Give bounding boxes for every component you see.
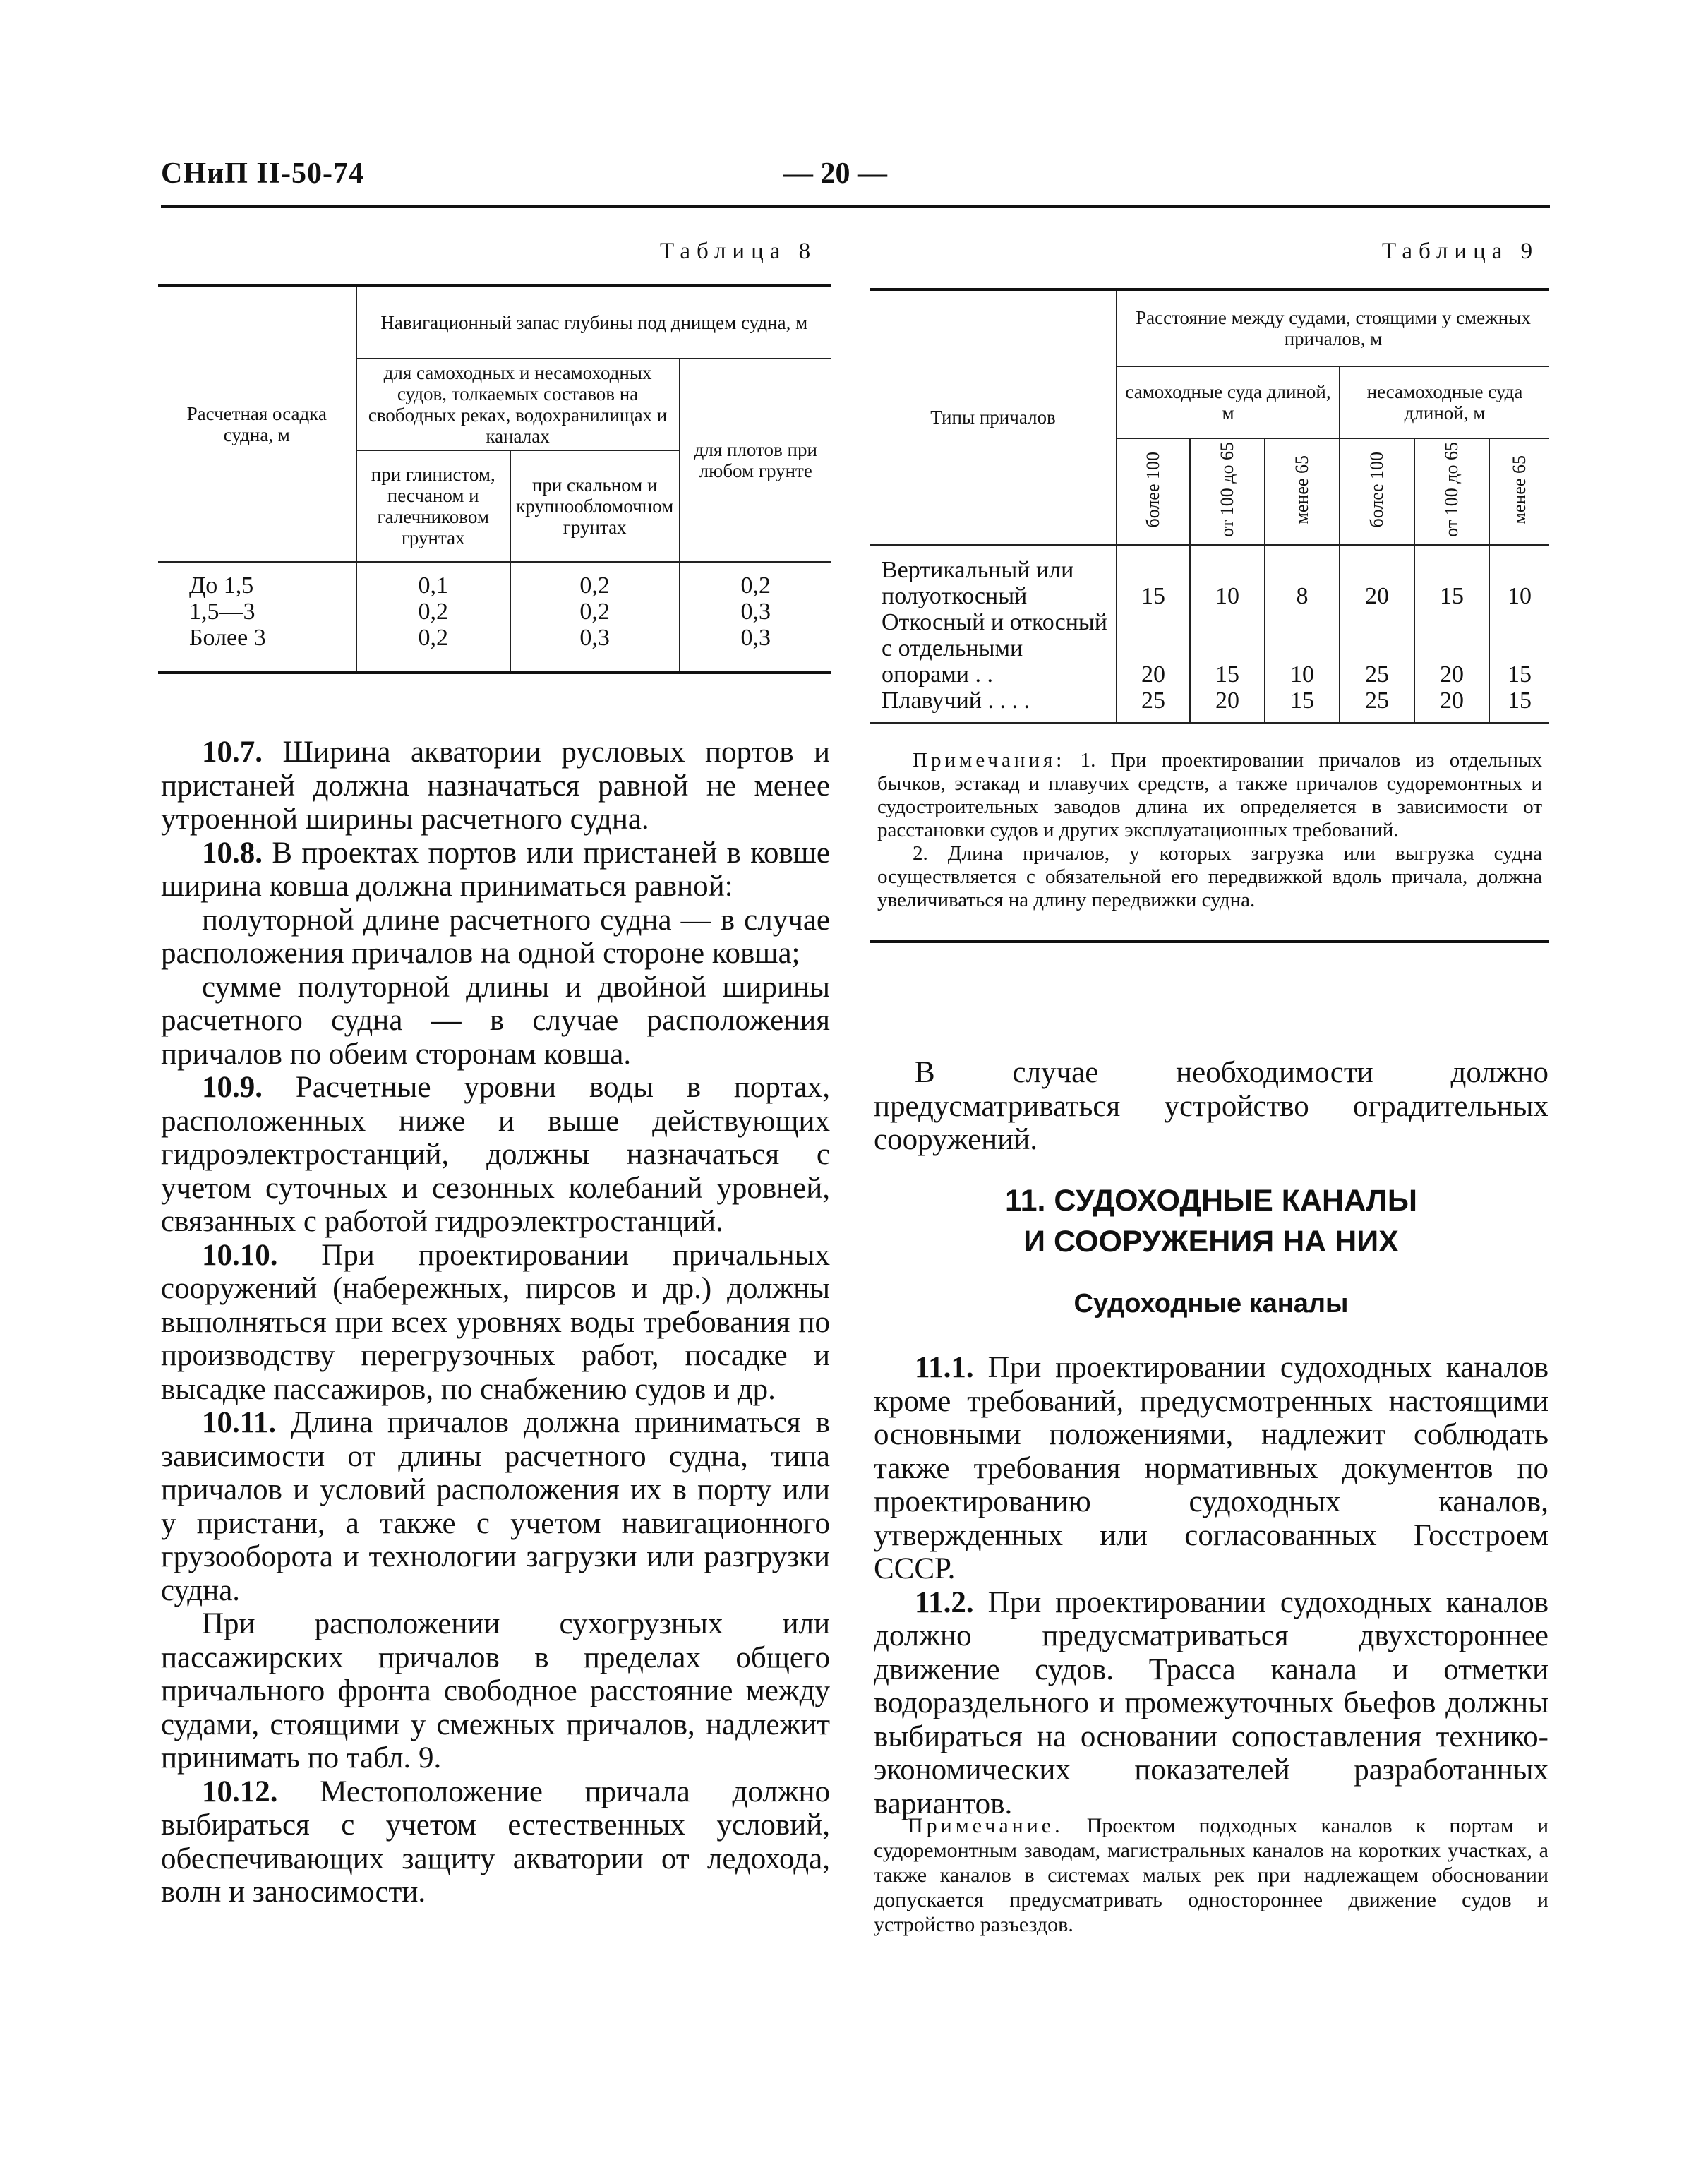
- section-title: 11. СУДОХОДНЫЕ КАНАЛЫ И СООРУЖЕНИЯ НА НИХ: [1005, 1184, 1417, 1259]
- table8-header-clay: при глинистом, песчаном и галечниковом грунтах: [356, 450, 510, 562]
- para-10-8-item-1: полуторной длине расчетного судна — в случае расположения причалов на одной стороне ковша;: [161, 903, 830, 970]
- subsection-title: Судоходные каналы: [1073, 1289, 1349, 1319]
- table9-cell-r3c1: 25: [1117, 688, 1190, 723]
- para-11-2: 11.2. При проектировании судоходных каналов должно предусматриваться двухстороннее движение судов. Трасса канала и отметки водораздельного и промежуточных бьефов должны выбираться на основании сопоставления технико-экономических показателей разработанных вариантов.: [874, 1585, 1548, 1820]
- table8-header-rafts: для плотов при любом грунте: [680, 359, 831, 562]
- para-10-12: 10.12. Местоположение причала должно выбираться с учетом естественных условий, обеспечивающих защиту акватории от ледохода, волн и заносимости.: [161, 1775, 831, 1909]
- table9-header-row-label: Типы причалов: [870, 289, 1117, 545]
- table8-row-labels: До 1,5 1,5—3 Более 3: [158, 562, 356, 673]
- para-11-1: 11.1. При проектировании судоходных каналов кроме требований, предусмотренных настоящими основными положениями, надлежит соблюдать также требования нормативных документов по проектированию судоходных каналов, утвержденных или согласованных Госстроем СССР.: [874, 1351, 1548, 1585]
- table9-cell-r1c3: 8: [1265, 545, 1340, 609]
- table9-cell-r3c3: 15: [1265, 688, 1340, 723]
- table8: [158, 284, 831, 674]
- header-rule: [161, 205, 1550, 208]
- table9-cell-r3c5: 20: [1414, 688, 1489, 723]
- bottom-note-text: Проектом подходных каналов к портам и судоремонтным заводам, магистральных каналов на коротких участках, а также каналов в системах малых рек при надлежащем обосновании допускается предусматривать одностороннее движение судов и устройство разъездов.: [874, 1814, 1548, 1936]
- table8-col-clay: 0,1 0,2 0,2: [356, 562, 510, 673]
- left-column: [161, 736, 830, 1909]
- table8-col-rafts: 0,2 0,3 0,3: [680, 562, 831, 673]
- table9-cell-r2c5: 20: [1414, 609, 1489, 688]
- right-column: [874, 1056, 1548, 1157]
- table8-caption: Таблица 8: [660, 239, 817, 264]
- table9-row-label-1: Вертикальный или полуоткосный: [870, 545, 1117, 609]
- table8-header-row-label: Расчетная осадка судна, м: [158, 286, 356, 562]
- para-10-10: 10.10. При проектировании причальных сооружений (набережных, пирсов и др.) должны выполняться при всех уровнях воды требования по производству перегрузочных работ, посадке и высадке пассажиров, по снабжению судов и др.: [161, 1238, 830, 1406]
- table8-col-rock: 0,2 0,2 0,3: [510, 562, 680, 673]
- table9-note-1: 1. При проектировании причалов из отдельных бычков, эстакад и плавучих средств, а также причалов судоремонтных и судостроительных заводов длина их определяется в зависимости от расстановки судов и других эксплуатационных требований.: [877, 748, 1542, 841]
- table8-header-main: Навигационный запас глубины под днищем судна, м: [356, 286, 831, 359]
- table9-row-label-2: Откосный и откосный с отдельными опорами . .: [870, 609, 1117, 688]
- table9-cell-r1c1: 15: [1117, 545, 1190, 609]
- table9-header-nonself: несамоходные суда длиной, м: [1340, 366, 1549, 438]
- table9-cell-r3c2: 20: [1190, 688, 1265, 723]
- table9-cell-r2c1: 20: [1117, 609, 1190, 688]
- table9-row-label-3: Плавучий . . . .: [870, 688, 1117, 723]
- table9-cell-r1c4: 20: [1340, 545, 1414, 609]
- para-10-11-cont: При расположении сухогрузных или пассажирских причалов в пределах общего причального фронта свободное расстояние между судами, стоящими у смежных причалов, надлежит принимать по табл. 9.: [161, 1607, 830, 1775]
- table9-subheader-1: более 100: [1117, 438, 1190, 545]
- table9: [870, 288, 1549, 943]
- para-after-table9: В случае необходимости должно предусматриваться устройство оградительных сооружений.: [874, 1056, 1548, 1156]
- table8-header-rock: при скальном и крупнообломочном грунтах: [510, 450, 680, 562]
- table9-cell-r2c6: 15: [1489, 609, 1549, 688]
- table9-cell-r1c6: 10: [1489, 545, 1549, 609]
- table9-header-self: самоходные суда длиной, м: [1117, 366, 1340, 438]
- table9-cell-r3c6: 15: [1489, 688, 1549, 723]
- para-10-9: 10.9. Расчетные уровни воды в портах, расположенных ниже и выше действующих гидроэлектростанций, должны назначаться с учетом суточных и сезонных колебаний уровней, связанных с работой гидроэлектростанций.: [161, 1071, 831, 1238]
- bottom-note: [874, 1813, 1548, 1937]
- bottom-note-label: Примечание.: [908, 1814, 1064, 1837]
- table9-cell-r3c4: 25: [1340, 688, 1414, 723]
- table9-notes: [870, 723, 1549, 942]
- table9-cell-r2c2: 15: [1190, 609, 1265, 688]
- para-10-11: 10.11. Длина причалов должна приниматься в зависимости от длины расчетного судна, типа причалов и условий расположения их в порту или у пристани, а также с учетом навигационного грузооборота и технологии загрузки или разгрузки судна.: [161, 1406, 830, 1607]
- table8-header-group: для самоходных и несамоходных судов, толкаемых составов на свободных реках, водохранилищах и каналах: [356, 359, 680, 450]
- table9-subheader-5: от 100 до 65: [1414, 438, 1489, 545]
- table9-cell-r2c4: 25: [1340, 609, 1414, 688]
- document-code: СНиП II-50-74: [161, 157, 365, 190]
- table9-cell-r1c2: 10: [1190, 545, 1265, 609]
- right-column-sections: [874, 1351, 1548, 1820]
- page-number: — 20 —: [783, 157, 887, 190]
- table9-subheader-2: от 100 до 65: [1190, 438, 1265, 545]
- table9-header-main: Расстояние между судами, стоящими у смежных причалов, м: [1117, 289, 1549, 366]
- table9-subheader-6: менее 65: [1489, 438, 1549, 545]
- table9-notes-label: Примечания:: [913, 748, 1066, 772]
- para-10-8: 10.8. В проектах портов или пристаней в ковше ширина ковша должна приниматься равной:: [161, 836, 830, 903]
- table9-cell-r1c5: 15: [1414, 545, 1489, 609]
- table9-caption: Таблица 9: [1382, 239, 1539, 264]
- para-10-8-item-2: сумме полуторной длины и двойной ширины расчетного судна — в случае расположения причалов по обеим сторонам ковша.: [161, 970, 830, 1071]
- table9-note-2: 2. Длина причалов, у которых загрузка или выгрузка судна осуществляется с обязательной его передвижкой вдоль причала, должна увеличиваться на длину передвижки судна.: [877, 841, 1542, 911]
- para-10-7: 10.7. Ширина акватории русловых портов и пристаней должна назначаться равной не менее утроенной ширины расчетного судна.: [161, 736, 830, 836]
- table9-cell-r2c3: 10: [1265, 609, 1340, 688]
- table9-subheader-3: менее 65: [1265, 438, 1340, 545]
- table9-subheader-4: более 100: [1340, 438, 1414, 545]
